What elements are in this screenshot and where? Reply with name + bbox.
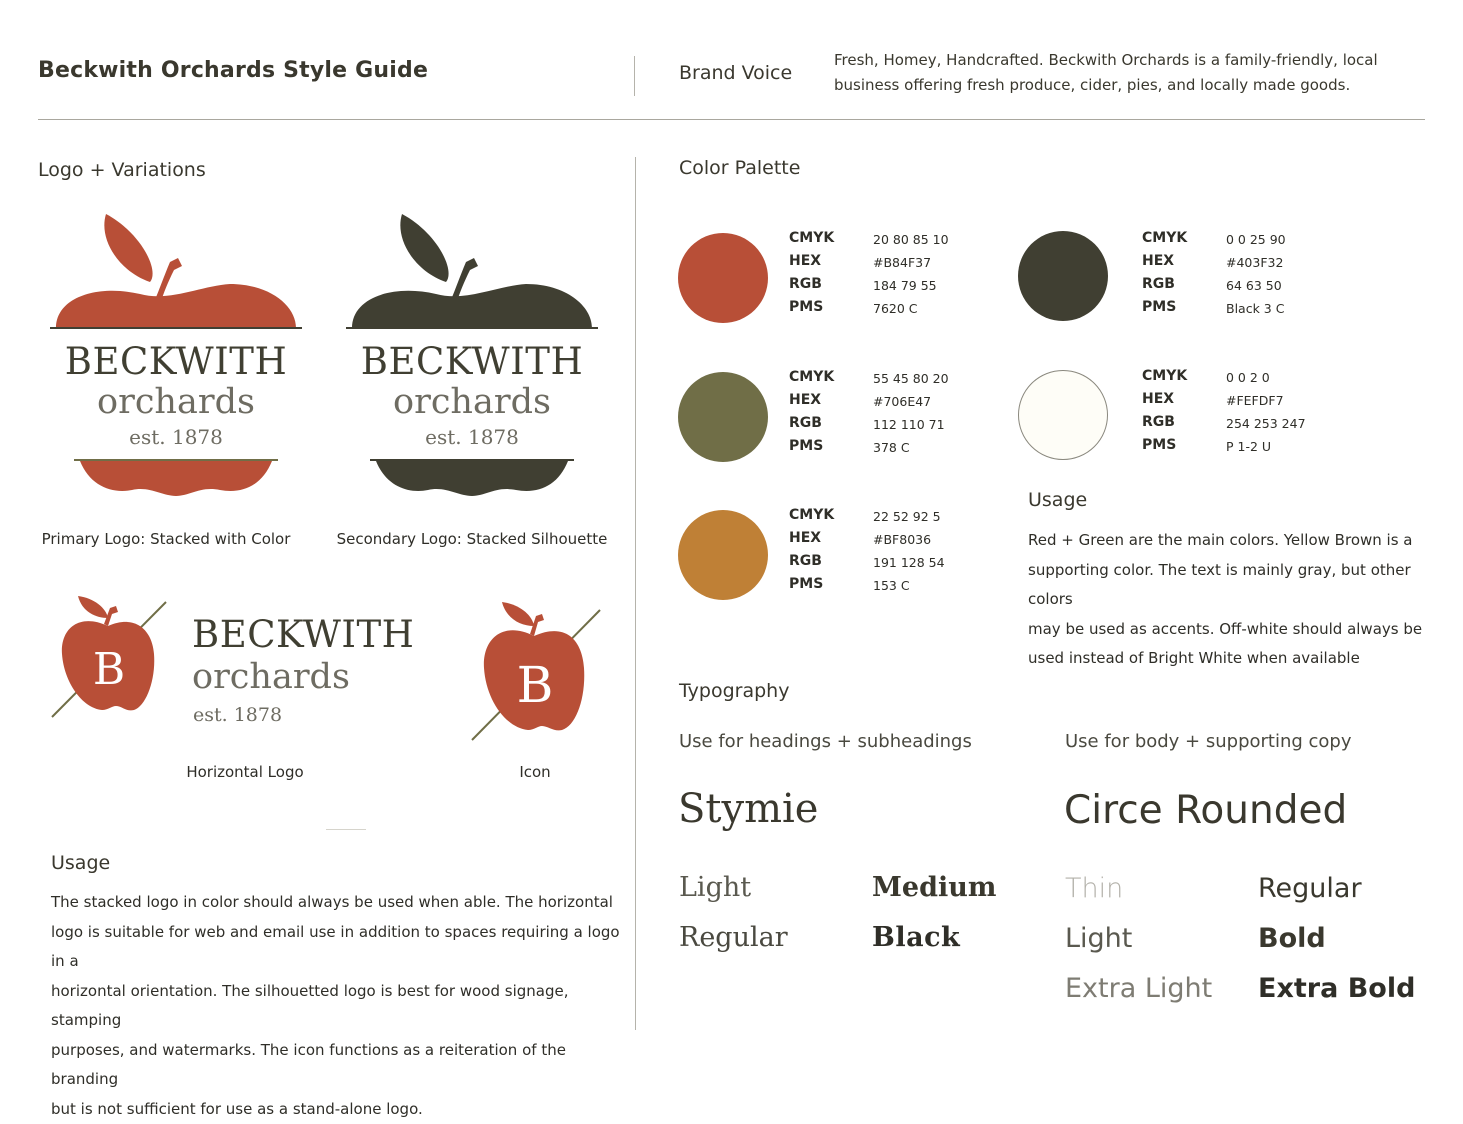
rgb-value: 64 63 50 <box>1226 278 1282 293</box>
circe-thin: Thin <box>1065 873 1123 904</box>
stymie-medium: Medium <box>872 872 996 903</box>
cmyk-label: CMYK <box>1142 368 1187 384</box>
stymie-regular: Regular <box>679 922 788 953</box>
body-font-name: Circe Rounded <box>1064 788 1347 833</box>
secondary-logo-caption: Secondary Logo: Stacked Silhouette <box>336 530 608 548</box>
rgb-label: RGB <box>1142 414 1175 430</box>
hex-label: HEX <box>1142 391 1174 407</box>
rgb-value: 254 253 247 <box>1226 416 1306 431</box>
logo-section-heading: Logo + Variations <box>38 159 206 181</box>
cmyk-value: 55 45 80 20 <box>873 371 949 386</box>
palette-usage-line: supporting color. The text is mainly gray, but other colors <box>1028 556 1448 615</box>
heading-font-use: Use for headings + subheadings <box>679 731 972 752</box>
page-title: Beckwith Orchards Style Guide <box>38 58 428 83</box>
header-rule <box>38 119 1425 120</box>
horizontal-logo-monogram: B <box>93 644 125 695</box>
apple-leaf-icon <box>104 214 152 282</box>
rgb-label: RGB <box>789 553 822 569</box>
apple-leaf-icon <box>400 214 448 282</box>
secondary-logo-sub: orchards <box>346 382 598 422</box>
hex-value: #BF8036 <box>873 532 931 547</box>
rgb-value: 112 110 71 <box>873 417 945 432</box>
horizontal-logo-name: BECKWITH <box>192 613 414 656</box>
brand-icon-monogram: B <box>517 656 554 714</box>
pms-value: 7620 C <box>873 301 918 316</box>
primary-logo-name: BECKWITH <box>50 340 302 383</box>
pms-label: PMS <box>789 576 823 592</box>
pms-label: PMS <box>1142 299 1176 315</box>
horizontal-logo-sub: orchards <box>192 657 350 697</box>
hex-label: HEX <box>789 530 821 546</box>
secondary-logo-name: BECKWITH <box>346 340 598 383</box>
palette-usage-line: used instead of Bright White when available <box>1028 644 1448 674</box>
pms-value: Black 3 C <box>1226 301 1284 316</box>
cmyk-value: 22 52 92 5 <box>873 509 941 524</box>
apple-bottom-icon <box>376 461 568 496</box>
cmyk-value: 20 80 85 10 <box>873 232 949 247</box>
cmyk-label: CMYK <box>789 230 834 246</box>
body-font-use: Use for body + supporting copy <box>1065 731 1352 752</box>
hex-value: #706E47 <box>873 394 931 409</box>
pms-label: PMS <box>789 299 823 315</box>
small-divider <box>326 829 366 830</box>
pms-value: 378 C <box>873 440 910 455</box>
rgb-label: RGB <box>789 415 822 431</box>
apple-top-icon <box>352 284 592 328</box>
palette-usage-line: Red + Green are the main colors. Yellow Brown is a <box>1028 526 1448 556</box>
circe-extra-bold: Extra Bold <box>1258 973 1415 1004</box>
palette-usage-line: may be used as accents. Off-white should always be <box>1028 615 1448 645</box>
logo-usage-line: purposes, and watermarks. The icon functions as a reiteration of the branding <box>51 1036 621 1095</box>
swatch-off-white <box>1018 370 1108 460</box>
apple-bottom-icon <box>80 461 272 496</box>
rgb-label: RGB <box>1142 276 1175 292</box>
logo-usage-line: horizontal orientation. The silhouetted logo is best for wood signage, stamping <box>51 977 621 1036</box>
pms-label: PMS <box>789 438 823 454</box>
palette-usage-heading: Usage <box>1028 489 1087 511</box>
logo-usage-heading: Usage <box>51 852 110 874</box>
color-palette-heading: Color Palette <box>679 157 800 179</box>
cmyk-label: CMYK <box>789 369 834 385</box>
header-divider <box>634 56 635 96</box>
primary-logo-sub: orchards <box>50 382 302 422</box>
pms-label: PMS <box>1142 437 1176 453</box>
heading-font-name: Stymie <box>678 786 818 832</box>
pms-value: P 1-2 U <box>1226 439 1271 454</box>
pms-value: 153 C <box>873 578 910 593</box>
brand-voice-text: Fresh, Homey, Handcrafted. Beckwith Orchards is a family-friendly, local business offering fresh produce, cider, pies, and locally made goods. <box>834 48 1394 98</box>
logo-usage-line: The stacked logo in color should always be used when able. The horizontal <box>51 888 621 918</box>
horizontal-logo-apple-icon <box>48 590 170 722</box>
logo-usage-text <box>51 888 621 1124</box>
secondary-logo-est: est. 1878 <box>346 425 598 449</box>
cmyk-value: 0 0 2 0 <box>1226 370 1270 385</box>
circe-bold: Bold <box>1258 923 1326 954</box>
rgb-value: 184 79 55 <box>873 278 937 293</box>
apple-top-icon <box>56 284 296 328</box>
hex-value: #B84F37 <box>873 255 931 270</box>
brand-icon-apple <box>468 596 604 744</box>
primary-logo-est: est. 1878 <box>50 425 302 449</box>
typography-heading: Typography <box>679 680 789 702</box>
rgb-label: RGB <box>789 276 822 292</box>
logo-usage-line: but is not sufficient for use as a stand-alone logo. <box>51 1095 621 1124</box>
cmyk-label: CMYK <box>1142 230 1187 246</box>
logo-usage-line: logo is suitable for web and email use in addition to spaces requiring a logo in a <box>51 918 621 977</box>
horizontal-logo-caption: Horizontal Logo <box>145 763 345 781</box>
column-divider <box>635 157 636 1030</box>
stymie-black: Black <box>872 922 960 953</box>
circe-extra-light: Extra Light <box>1065 973 1212 1004</box>
hex-label: HEX <box>1142 253 1174 269</box>
icon-caption: Icon <box>485 763 585 781</box>
circe-light: Light <box>1065 923 1132 954</box>
circe-regular: Regular <box>1258 873 1362 904</box>
swatch-green <box>678 372 768 462</box>
swatch-red <box>678 233 768 323</box>
hex-value: #403F32 <box>1226 255 1283 270</box>
cmyk-value: 0 0 25 90 <box>1226 232 1286 247</box>
rgb-value: 191 128 54 <box>873 555 945 570</box>
swatch-yellow-brown <box>678 510 768 600</box>
stymie-light: Light <box>679 872 751 903</box>
hex-label: HEX <box>789 253 821 269</box>
primary-logo-caption: Primary Logo: Stacked with Color <box>30 530 302 548</box>
palette-usage-text <box>1028 526 1448 674</box>
hex-label: HEX <box>789 392 821 408</box>
horizontal-logo-est: est. 1878 <box>193 704 282 726</box>
brand-voice-label: Brand Voice <box>679 62 792 84</box>
hex-value: #FEFDF7 <box>1226 393 1284 408</box>
swatch-dark <box>1018 231 1108 321</box>
cmyk-label: CMYK <box>789 507 834 523</box>
